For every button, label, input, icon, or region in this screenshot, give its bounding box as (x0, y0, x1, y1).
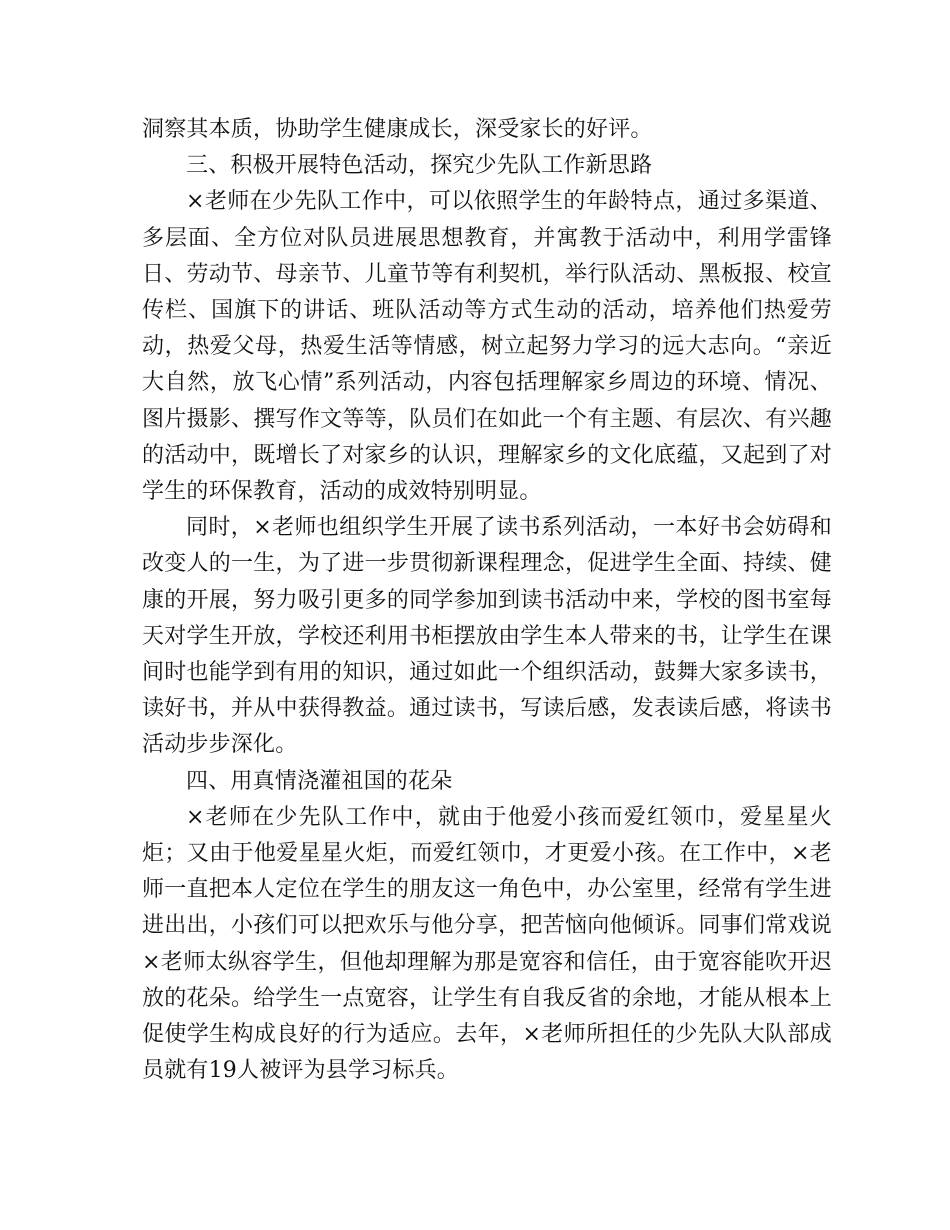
section-heading-3: 三、积极开展特色活动，探究少先队工作新思路 (186, 153, 653, 179)
paragraph-continuation: 洞察其本质，协助学生健康成长，深受家长的好评。 (142, 117, 653, 142)
paragraph-reading: 同时，×老师也组织学生开展了读书系列活动，一本好书会妨碍和改变人的一生，为了进一步贯彻新课程理念，促进学生全面、持续、健康的开展，努力吸引更多的同学参加到读书活动中来，学校的图书室每天对学生开放，学校还利用书柜摆放由学生本人带来的书，让学生在课间时也能学到有用的知识，通过如此一个组织活动，鼓舞大家多读书，读好书，并从中获得教益。通过读书，写读后感，发表读后感，将读书活动步步深化。 (142, 515, 832, 758)
section-heading-4: 四、用真情浇灌祖国的花朵 (186, 768, 453, 794)
paragraph-activities: ×老师在少先队工作中，可以依照学生的年龄特点，通过多渠道、多层面、全方位对队员进展思想教育，并寓教于活动中，利用学雷锋日、劳动节、母亲节、儿童节等有利契机，举行队活动、黑板报、校宣传栏、国旗下的讲话、班队活动等方式生动的活动，培养他们热爱劳动，热爱父母，热爱生活等情感，树立起努力学习的远大志向。“亲近大自然，放飞心情”系列活动，内容包括理解家乡周边的环境、情况、图片摄影、撰写作文等等，队员们在如此一个有主题、有层次、有兴趣的活动中，既增长了对家乡的认识，理解家乡的文化底蕴，又起到了对学生的环保教育，活动的成效特别明显。 (142, 189, 832, 505)
document-page (142, 112, 832, 1089)
paragraph-care: ×老师在少先队工作中，就由于他爱小孩而爱红领巾，爱星星火炬；又由于他爱星星火炬，而爱红领巾，才更爱小孩。在工作中，×老师一直把本人定位在学生的朋友这一角色中，办公室里，经常有学生进进出出，小孩们可以把欢乐与他分享，把苦恼向他倾诉。同事们常戏说×老师太纵容学生，但他却理解为那是宽容和信任，由于宽容能吹开迟放的花朵。给学生一点宽容，让学生有自我反省的余地，才能从根本上促使学生构成良好的行为适应。去年，×老师所担任的少先队大队部成员就有19人被评为县学习标兵。 (142, 804, 832, 1084)
